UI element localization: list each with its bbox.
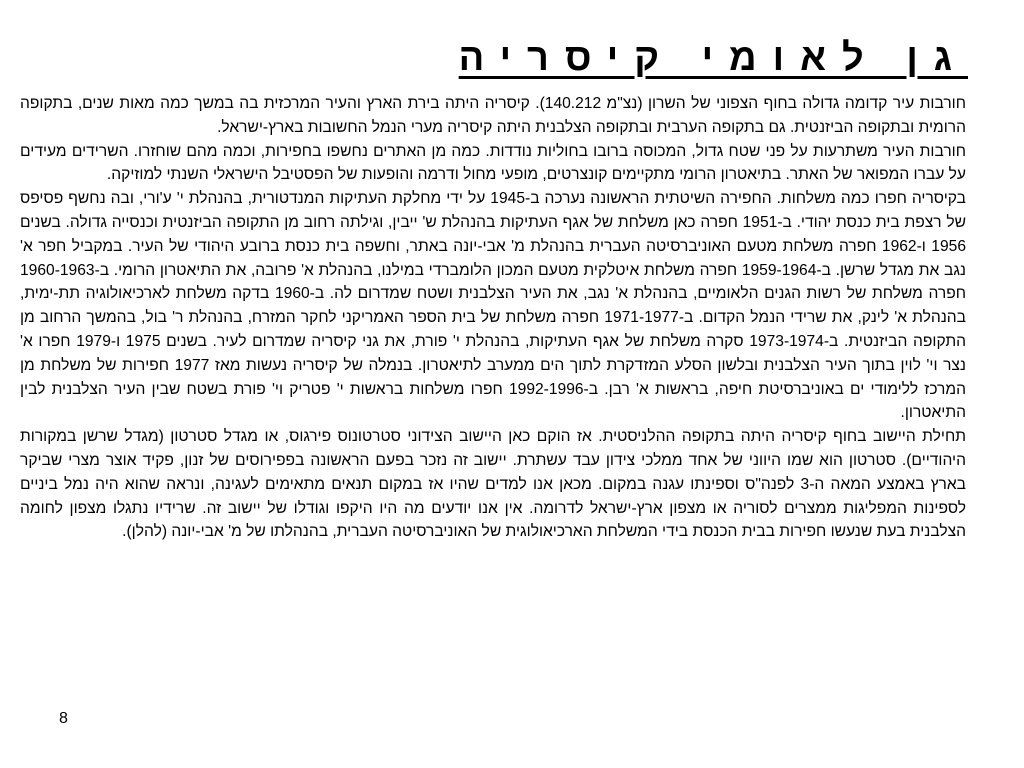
page-title-text: גן לאומי קיסריה bbox=[458, 37, 968, 79]
body-text bbox=[20, 92, 966, 544]
page-number: 8 bbox=[59, 710, 68, 727]
paragraph-ruins: חורבות העיר משתרעות על פני שטח גדול, המכוסה ברובו בחוליות נודדות. כמה מן האתרים נחשפו בחפירות, וכמה מהם שוחזרו. השרידים מעידים על עברו המפואר של האתר. בתיאטרון הרומי מתקיימים קונצרטים, מופעי מחול ודרמה והופעות של הפסטיבל הישראלי השנתי למוזיקה. bbox=[20, 142, 966, 184]
paragraph-intro: חורבות עיר קדומה גדולה בחוף הצפוני של השרון (נצ"מ 140.212). קיסריה היתה בירת הארץ והעיר המרכזית בה במשך כמה מאות שנים, בתקופה הרומית ובתקופה הביזנטית. גם בתקופה הערבית ובתקופה הצלבנית היתה קיסריה מערי הנמל החשובות בארץ-ישראל. bbox=[20, 95, 966, 136]
paragraph-settlement-history: תחילת היישוב בחוף קיסריה היתה בתקופה ההלניסטית. אז הוקם כאן היישוב הצידוני סטרטונוס פירגוס, או מגדל סטרטון (מגדל שרשן במקורות היהודיים). סטרטון הוא שמו היווני של אחד ממלכי צידון עבד עשתרת. יישוב זה נזכר בפעם הראשונה בפפירוסים של זנון, פקיד אוצר מצרי שביקר בארץ באמצע המאה ה-3 לפנה"ס וספינתו עגנה במקום. מכאן אנו למדים שהיו אז במקום תנאים מתאימים לעגינה, ונראה שהוא היה נמל ביניים לספינות המפליגות ממצרים לסוריה או מצפון ארץ-ישראל לדרומה. אין אנו יודעים מה היו היקפו וגודלו של יישוב זה. שרידיו נתגלו מצפון לחומה הצלבנית בעת שנעשו חפירות בבית הכנסת בידי המשלחת הארכיאולוגית של האוניברסיטה העברית, בהנהלתו של מ' אבי-יונה (להלן). bbox=[20, 428, 966, 541]
paragraph-excavations: בקיסריה חפרו כמה משלחות. החפירה השיטתית הראשונה נערכה ב-1945 על ידי מחלקת העתיקות המנדטורית, בהנהלת י' ע'ורי, ובה נחשף פסיפס של רצפת בית כנסת יהודי. ב-1951 חפרה כאן משלחת של אגף העתיקות בהנהלת ש' ייבין, וגילתה רחוב מן התקופה הביזנטית וכנסייה גדולה. בשנים 1956 ו-1962 חפרה משלחת מטעם האוניברסיטה העברית בהנהלת מ' אבי-יונה באתר, וחשפה בית כנסת ברובע היהודי של העיר. במקביל חפר א' נגב את מגדל שרשן. ב-1959-1964 חפרה משלחת איטלקית מטעם המכון הלומברדי במילנו, בהנהלת א' פרובה, את התיאטרון הרומי. ב-1960-1963 חפרה משלחת של רשות הגנים הלאומיים, בהנהלת א' נגב, את העיר הצלבנית ושטח שמדרום לה. ב-1960 בדקה משלחת לארכיאולוגיה תת-ימית, בהנהלת א' לינק, את שרידי הנמל הקדום. ב-1971-1977 חפרה משלחת של בית הספר האמריקני לחקר המזרח, בהנהלת ר' בול, בהמשך הרחוב מן התקופה הביזנטית. ב-1973-1974 סקרה משלחת של אגף העתיקות, בהנהלת י' פורת, את גני קיסריה שמדרום לעיר. בשנים 1975 ו-1979 חפרו א' נצר וי' לוין בתוך העיר הצלבנית ובלשון הסלע המזדקרת לתוך הים ממערב לתיאטרון. בנמלה של קיסריה נעשות מאז 1977 חפירות של משלחת מן המרכז ללימודי ים באוניברסיטת חיפה, בראשות א' רבן. ב-1992-1996 חפרו משלחות בראשות י' פטריק וי' פורת בשטח שבין העיר הצלבנית לבין התיאטרון. bbox=[20, 190, 967, 422]
page-title bbox=[56, 32, 968, 84]
